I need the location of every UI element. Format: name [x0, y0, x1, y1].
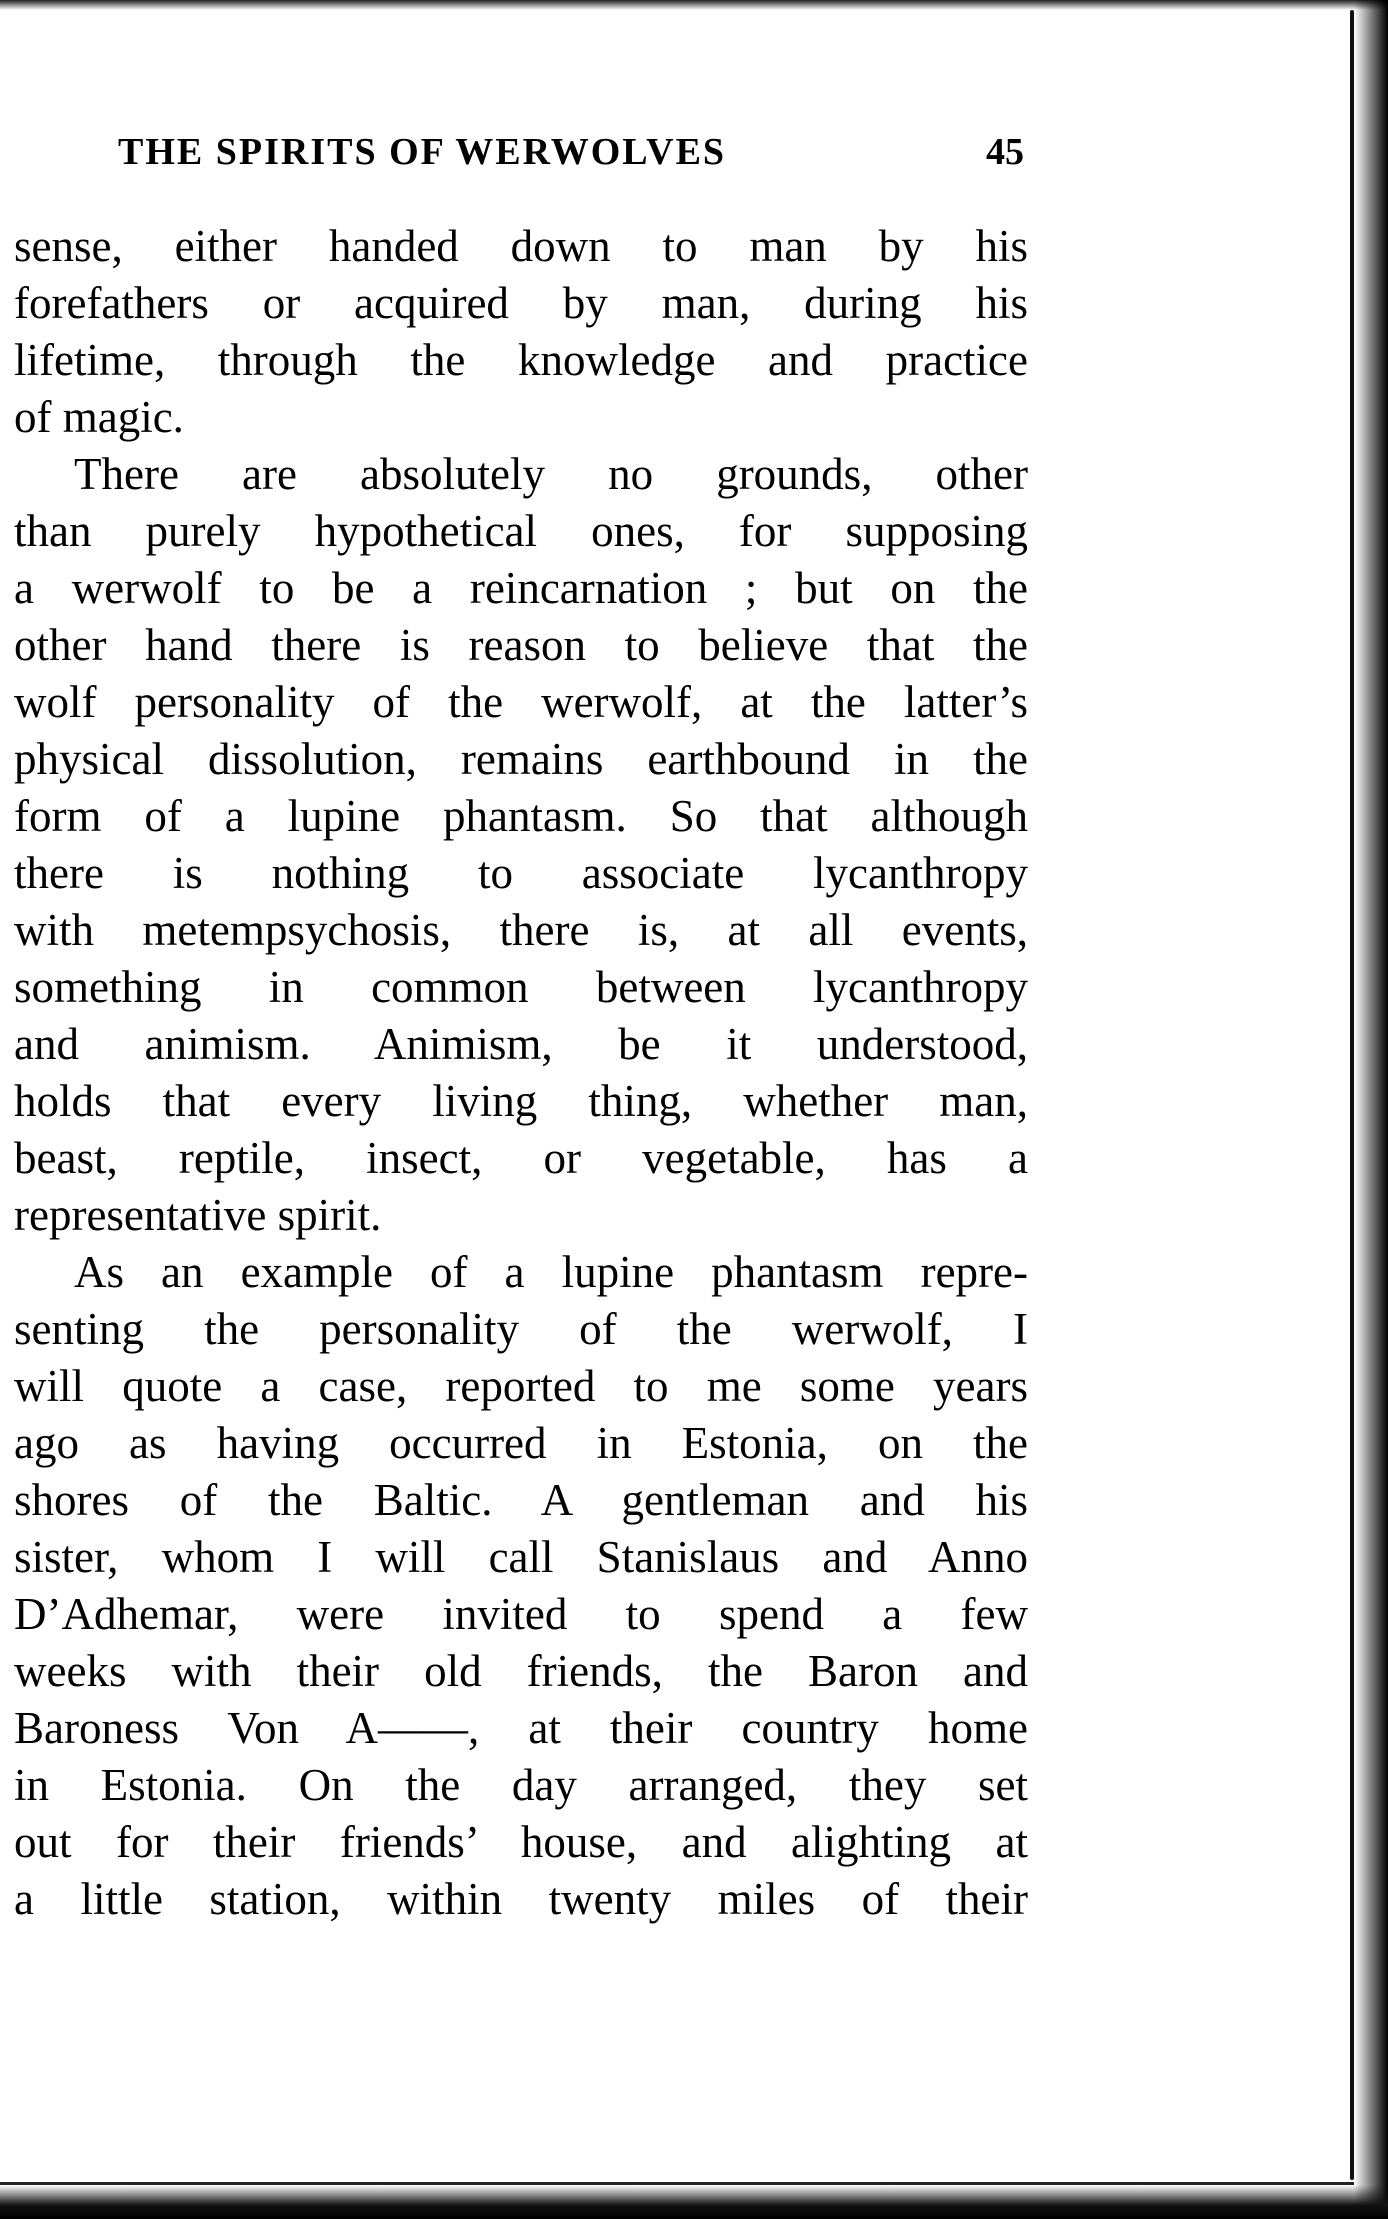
text-line: shores of the Baltic. A gentleman and his — [14, 1475, 1028, 1525]
text-line: than purely hypothetical ones, for supposing — [14, 506, 1028, 556]
page-top-edge — [0, 0, 1388, 10]
text-line: lifetime, through the knowledge and practice — [14, 335, 1028, 385]
text-line: ago as having occurred in Estonia, on the — [14, 1418, 1028, 1468]
text-line: will quote a case, reported to me some years — [14, 1361, 1028, 1411]
text-line: in Estonia. On the day arranged, they set — [14, 1760, 1028, 1810]
text-line: holds that every living thing, whether man, — [14, 1076, 1028, 1126]
text-line: Baroness Von A——, at their country home — [14, 1703, 1028, 1753]
text-line: there is nothing to associate lycanthropy — [14, 848, 1028, 898]
text-line: other hand there is reason to believe that the — [14, 620, 1028, 670]
page-number: 45 — [986, 131, 1024, 173]
text-line: something in common between lycanthropy — [14, 962, 1028, 1012]
page-bottom-border — [0, 2182, 1354, 2185]
text-line: D’Adhemar, were invited to spend a few — [14, 1589, 1028, 1639]
text-line: As an example of a lupine phantasm repre- — [74, 1247, 1028, 1297]
page-bottom-edge — [0, 2185, 1388, 2219]
text-line: with metempsychosis, there is, at all events, — [14, 905, 1028, 955]
text-line: out for their friends’ house, and alighting at — [14, 1817, 1028, 1867]
text-line: form of a lupine phantasm. So that although — [14, 791, 1028, 841]
text-line: a werwolf to be a reincarnation ; but on the — [14, 563, 1028, 613]
text-line: representative spirit. — [14, 1190, 382, 1240]
page-right-border — [1350, 10, 1354, 2180]
text-line: There are absolutely no grounds, other — [74, 449, 1028, 499]
page-header — [118, 122, 1024, 182]
text-line: physical dissolution, remains earthbound in the — [14, 734, 1028, 784]
body-text — [14, 218, 1028, 1928]
text-line: forefathers or acquired by man, during his — [14, 278, 1028, 328]
page-binding-edge — [1354, 0, 1388, 2219]
text-line: of magic. — [14, 392, 184, 442]
text-line: sister, whom I will call Stanislaus and Anno — [14, 1532, 1028, 1582]
text-line: senting the personality of the werwolf, I — [14, 1304, 1028, 1354]
text-line: sense, either handed down to man by his — [14, 221, 1028, 271]
text-line: and animism. Animism, be it understood, — [14, 1019, 1028, 1069]
text-line: a little station, within twenty miles of their — [14, 1874, 1028, 1924]
text-line: weeks with their old friends, the Baron and — [14, 1646, 1028, 1696]
text-line: wolf personality of the werwolf, at the latter’s — [14, 677, 1028, 727]
running-head: THE SPIRITS OF WERWOLVES — [118, 131, 727, 173]
text-line: beast, reptile, insect, or vegetable, has a — [14, 1133, 1028, 1183]
